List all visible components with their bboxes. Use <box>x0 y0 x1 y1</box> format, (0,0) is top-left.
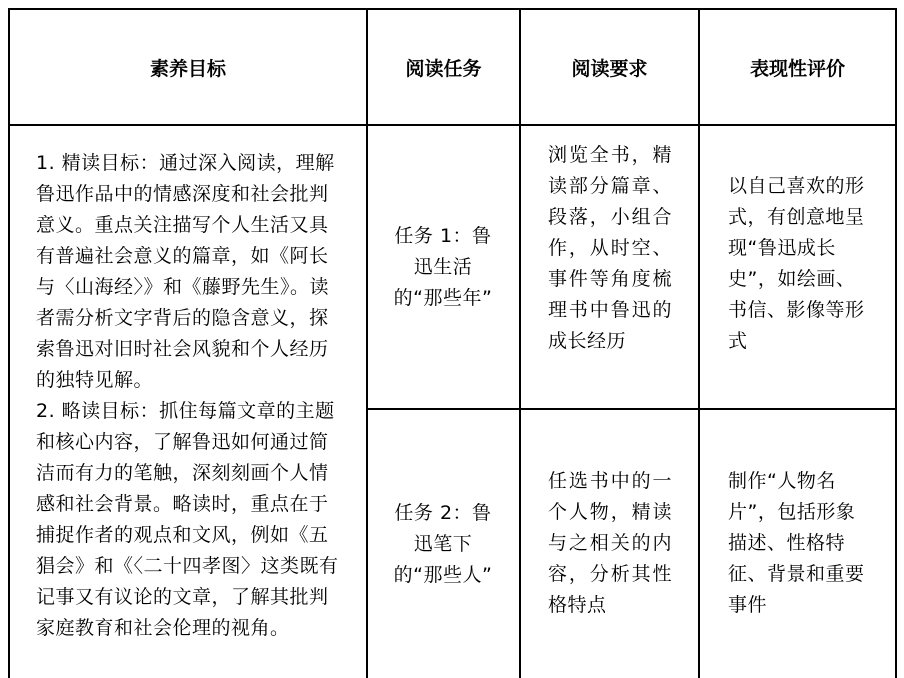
literacy-goals-cell <box>36 148 342 644</box>
task-2-text: 任务 2：鲁迅笔下的“那些人” <box>393 501 493 586</box>
skimming-goal: 2. 略读目标：抓住每篇文章的主题和核心内容，了解鲁迅如何通过简洁而有力的笔触，深刻刻画个人情感和社会背景。略读时，重点在于捕捉作者的观点和文风，例如《五猖会》和《〈二十四孝图〉这类既有记事又有议论的文章，了解其批判家庭教育和社会伦理的视角。 <box>36 400 339 639</box>
requirement-1-cell <box>548 140 672 357</box>
header-literacy-goal: 素养目标 <box>149 57 226 80</box>
task-2-cell <box>390 410 496 678</box>
header-performance-evaluation: 表现性评价 <box>749 57 845 80</box>
task-1-text: 任务 1：鲁迅生活的“那些年” <box>393 224 493 309</box>
header-reading-requirement: 阅读要求 <box>571 57 648 80</box>
requirement-2-cell <box>548 466 672 621</box>
evaluation-2-cell <box>728 466 870 621</box>
header-reading-task: 阅读任务 <box>405 57 482 80</box>
requirement-1-text: 浏览全书，精读部分篇章、段落，小组合作，从时空、事件等角度梳理书中鲁迅的成长经历 <box>548 144 672 352</box>
task-1-cell <box>390 126 496 408</box>
requirement-2-text: 任选书中的一个人物，精读与之相关的内容，分析其性格特点 <box>548 470 672 616</box>
evaluation-1-text: 以自己喜欢的形式，有创意地呈现“鲁迅成长史”，如绘画、书信、影像等形式 <box>728 175 865 352</box>
evaluation-2-text: 制作“人物名片”，包括形象描述、性格特征、背景和重要事件 <box>728 470 865 616</box>
evaluation-1-cell <box>728 171 870 357</box>
intensive-reading-goal: 1. 精读目标：通过深入阅读，理解鲁迅作品中的情感深度和社会批判意义。重点关注描写个人生活又具有普遍社会意义的篇章，如《阿长与〈山海经〉》和《藤野先生》。读者需分析文字背后的隐含意义，探索鲁迅对旧时社会风貌和个人经历的独特见解。 <box>36 152 335 391</box>
table-right-border <box>895 8 897 678</box>
